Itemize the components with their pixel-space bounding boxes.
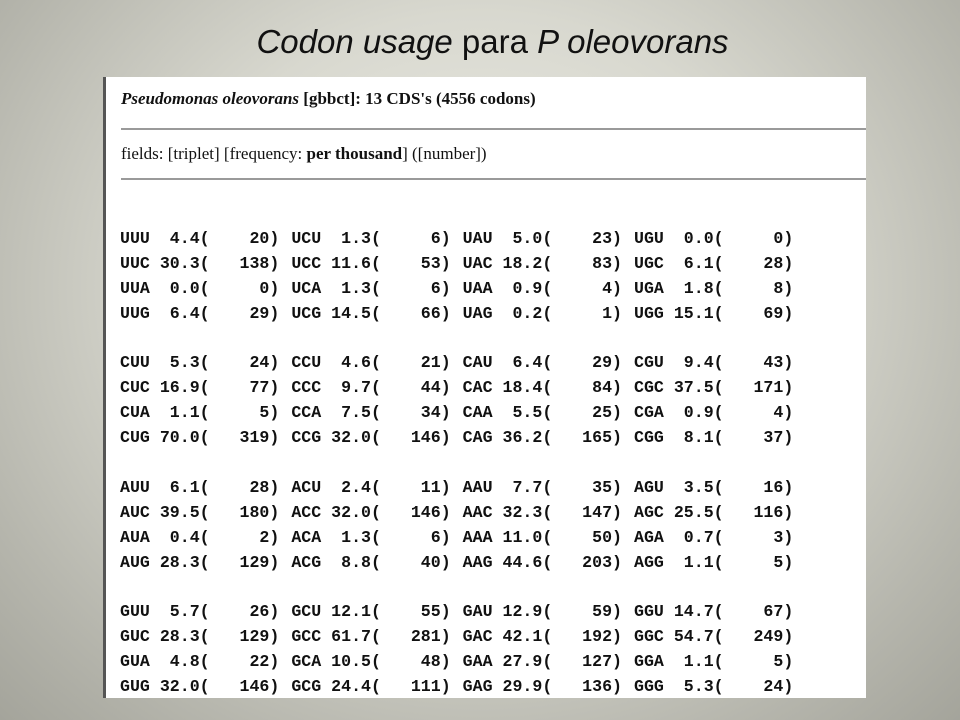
codon-ugg: UGG 15.1( 69) bbox=[633, 303, 794, 323]
codon-row bbox=[120, 625, 793, 650]
codon-cug: CUG 70.0( 319) bbox=[120, 428, 280, 448]
codon-guc: GUC 28.3( 129) bbox=[120, 627, 280, 647]
slide-title bbox=[0, 22, 960, 62]
codon-cuc: CUC 16.9( 77) bbox=[120, 378, 280, 398]
codon-gcg: GCG 24.4( 111) bbox=[291, 677, 451, 697]
codon-row bbox=[120, 650, 793, 675]
codon-aug: AUG 28.3( 129) bbox=[120, 552, 280, 572]
codon-row bbox=[120, 227, 793, 252]
codon-auu: AUU 6.1( 28) bbox=[120, 477, 280, 497]
codon-row bbox=[120, 675, 793, 698]
codon-gug: GUG 32.0( 146) bbox=[120, 677, 280, 697]
codon-cga: CGA 0.9( 4) bbox=[633, 403, 794, 423]
codon-gaa: GAA 27.9( 127) bbox=[462, 652, 622, 672]
codon-row bbox=[120, 476, 793, 501]
codon-uuc: UUC 30.3( 138) bbox=[120, 253, 280, 273]
fields-frequency-unit: per thousand bbox=[306, 144, 403, 163]
codon-aca: ACA 1.3( 6) bbox=[291, 527, 451, 547]
header-divider bbox=[121, 128, 866, 130]
codon-uag: UAG 0.2( 1) bbox=[462, 303, 622, 323]
codon-ggc: GGC 54.7( 249) bbox=[633, 627, 794, 647]
codon-ccu: CCU 4.6( 21) bbox=[291, 353, 451, 373]
codon-guu: GUU 5.7( 26) bbox=[120, 602, 280, 622]
codon-cca: CCA 7.5( 34) bbox=[291, 403, 451, 423]
codon-cuu: CUU 5.3( 24) bbox=[120, 353, 280, 373]
codon-ggu: GGU 14.7( 67) bbox=[633, 602, 794, 622]
codon-cgg: CGG 8.1( 37) bbox=[633, 428, 794, 448]
codon-table bbox=[120, 227, 793, 698]
codon-agu: AGU 3.5( 16) bbox=[633, 477, 794, 497]
codon-ggg: GGG 5.3( 24) bbox=[633, 677, 794, 697]
codon-uca: UCA 1.3( 6) bbox=[291, 278, 451, 298]
codon-gac: GAC 42.1( 192) bbox=[462, 627, 622, 647]
codon-aac: AAC 32.3( 147) bbox=[462, 502, 622, 522]
codon-row bbox=[120, 252, 793, 277]
codon-ccc: CCC 9.7( 44) bbox=[291, 378, 451, 398]
codon-uuu: UUU 4.4( 20) bbox=[120, 229, 280, 248]
title-para: para bbox=[452, 23, 538, 60]
codon-cua: CUA 1.1( 5) bbox=[120, 403, 280, 423]
codon-cau: CAU 6.4( 29) bbox=[462, 353, 622, 373]
codon-uug: UUG 6.4( 29) bbox=[120, 303, 280, 323]
organism-header bbox=[121, 89, 536, 109]
codon-uau: UAU 5.0( 23) bbox=[462, 229, 622, 248]
codon-ugu: UGU 0.0( 0) bbox=[633, 229, 794, 248]
codon-aua: AUA 0.4( 2) bbox=[120, 527, 280, 547]
codon-row bbox=[120, 526, 793, 551]
codon-uaa: UAA 0.9( 4) bbox=[462, 278, 622, 298]
cds-summary: [gbbct]: 13 CDS's (4556 codons) bbox=[299, 89, 536, 108]
codon-cac: CAC 18.4( 84) bbox=[462, 378, 622, 398]
block-gap bbox=[120, 327, 793, 352]
codon-acg: ACG 8.8( 40) bbox=[291, 552, 451, 572]
codon-row bbox=[120, 600, 793, 625]
codon-uga: UGA 1.8( 8) bbox=[633, 278, 794, 298]
codon-agc: AGC 25.5( 116) bbox=[633, 502, 794, 522]
codon-ucg: UCG 14.5( 66) bbox=[291, 303, 451, 323]
title-codon-usage: Codon usage bbox=[256, 23, 453, 60]
title-organism: P oleovorans bbox=[537, 23, 729, 60]
codon-row bbox=[120, 426, 793, 451]
fields-prefix: fields: [triplet] [frequency: bbox=[121, 144, 307, 163]
codon-row bbox=[120, 277, 793, 302]
codon-row bbox=[120, 501, 793, 526]
codon-uua: UUA 0.0( 0) bbox=[120, 278, 280, 298]
codon-gcu: GCU 12.1( 55) bbox=[291, 602, 451, 622]
codon-cgu: CGU 9.4( 43) bbox=[633, 353, 794, 373]
codon-aaa: AAA 11.0( 50) bbox=[462, 527, 622, 547]
codon-aga: AGA 0.7( 3) bbox=[633, 527, 794, 547]
codon-cgc: CGC 37.5( 171) bbox=[633, 378, 794, 398]
codon-row bbox=[120, 376, 793, 401]
block-gap bbox=[120, 451, 793, 476]
codon-auc: AUC 39.5( 180) bbox=[120, 502, 280, 522]
codon-uac: UAC 18.2( 83) bbox=[462, 253, 622, 273]
codon-row bbox=[120, 351, 793, 376]
codon-aau: AAU 7.7( 35) bbox=[462, 477, 622, 497]
fields-header bbox=[121, 144, 487, 164]
codon-row bbox=[120, 551, 793, 576]
codon-gca: GCA 10.5( 48) bbox=[291, 652, 451, 672]
codon-row bbox=[120, 302, 793, 327]
fields-divider bbox=[121, 178, 866, 180]
codon-usage-panel bbox=[103, 77, 866, 698]
codon-aag: AAG 44.6( 203) bbox=[462, 552, 622, 572]
codon-acu: ACU 2.4( 11) bbox=[291, 477, 451, 497]
block-gap bbox=[120, 575, 793, 600]
codon-ucu: UCU 1.3( 6) bbox=[291, 229, 451, 248]
codon-cag: CAG 36.2( 165) bbox=[462, 428, 622, 448]
codon-gga: GGA 1.1( 5) bbox=[633, 652, 794, 672]
codon-row bbox=[120, 401, 793, 426]
codon-ucc: UCC 11.6( 53) bbox=[291, 253, 451, 273]
codon-gag: GAG 29.9( 136) bbox=[462, 677, 622, 697]
codon-gua: GUA 4.8( 22) bbox=[120, 652, 280, 672]
codon-ugc: UGC 6.1( 28) bbox=[633, 253, 794, 273]
fields-suffix: ] ([number]) bbox=[402, 144, 487, 163]
codon-ccg: CCG 32.0( 146) bbox=[291, 428, 451, 448]
codon-agg: AGG 1.1( 5) bbox=[633, 552, 794, 572]
codon-gcc: GCC 61.7( 281) bbox=[291, 627, 451, 647]
codon-acc: ACC 32.0( 146) bbox=[291, 502, 451, 522]
codon-gau: GAU 12.9( 59) bbox=[462, 602, 622, 622]
organism-name: Pseudomonas oleovorans bbox=[121, 89, 300, 108]
codon-caa: CAA 5.5( 25) bbox=[462, 403, 622, 423]
